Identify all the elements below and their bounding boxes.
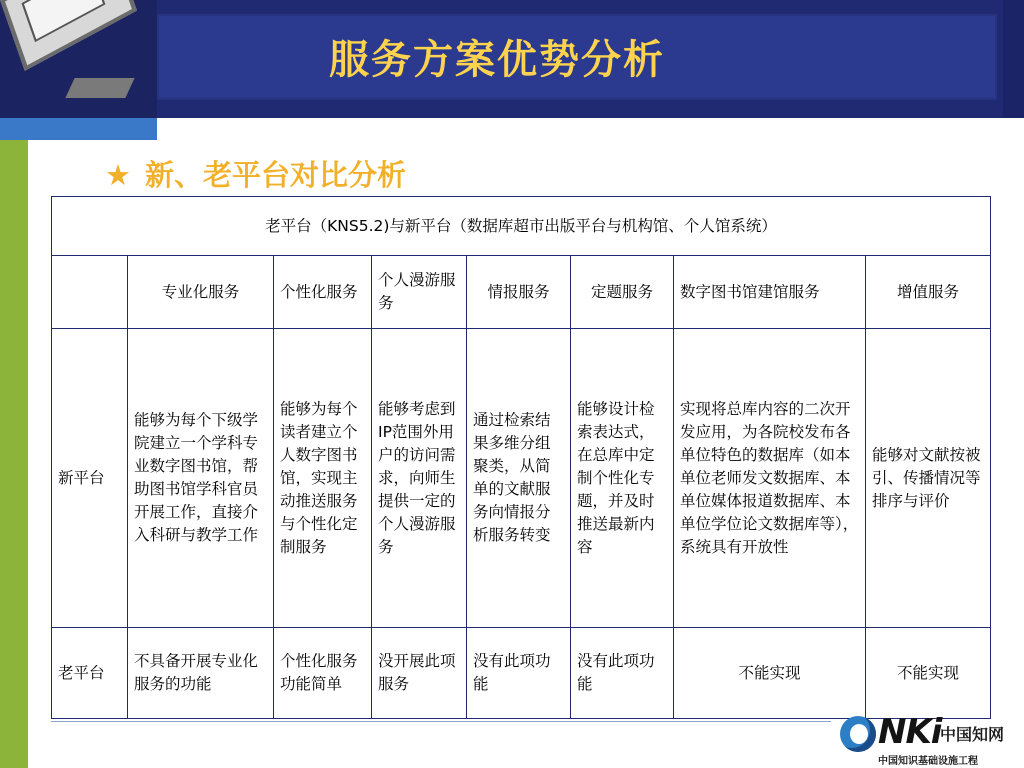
section-heading-text: 新、老平台对比分析 [145, 158, 407, 192]
page-title: 服务方案优势分析 [329, 37, 665, 83]
table-cell: 能够对文献按被引、传播情况等排序与评价 [866, 329, 991, 628]
row-label-old-platform: 老平台 [52, 628, 128, 719]
table-caption: 老平台（KNS5.2)与新平台（数据库超市出版平台与机构馆、个人馆系统） [52, 197, 991, 256]
footer-divider [51, 721, 831, 722]
cnki-logo [838, 714, 1006, 766]
table-cell: 不能实现 [866, 628, 991, 719]
monitor-base [65, 78, 134, 98]
table-row [52, 628, 991, 719]
table-cell: 实现将总库内容的二次开发应用，为各院校发布各单位特色的数据库（如本单位老师发文数据库、本单位媒体报道数据库、本单位学位论文数据库等），系统具有开放性 [674, 329, 866, 628]
column-header-personalized: 个性化服务 [274, 256, 372, 329]
table-cell: 不能实现 [674, 628, 866, 719]
star-icon: ★ [105, 158, 131, 192]
table-cell: 不具备开展专业化服务的功能 [128, 628, 274, 719]
logo-mark [838, 714, 1006, 750]
table-cell: 能够设计检索表达式，在总库中定制个性化专题，并及时推送最新内容 [571, 329, 674, 628]
header-edge [1003, 0, 1024, 118]
column-header-topic: 定题服务 [571, 256, 674, 329]
table-cell: 能够为每个读者建立个人数字图书馆，实现主动推送服务与个性化定制服务 [274, 329, 372, 628]
table-cell: 没开展此项服务 [372, 628, 467, 719]
monitor-screen [21, 0, 105, 42]
logo-brand-mark: NKi [878, 712, 942, 752]
globe-icon [840, 716, 876, 752]
table-header-row [52, 256, 991, 329]
table-caption-row [52, 197, 991, 256]
table-row [52, 329, 991, 628]
blue-accent-tab [0, 118, 157, 140]
section-heading [105, 153, 406, 194]
computer-monitor-icon [0, 0, 157, 118]
header-corner-cell [52, 256, 128, 329]
column-header-roaming: 个人漫游服务 [372, 256, 467, 329]
column-header-digital-library: 数字图书馆建馆服务 [674, 256, 866, 329]
row-label-new-platform: 新平台 [52, 329, 128, 628]
table-cell: 能够为每个下级学院建立一个学科专业数字图书馆，帮助图书馆学科官员开展工作，直接介入科研与教学工作 [128, 329, 274, 628]
column-header-intelligence: 情报服务 [467, 256, 571, 329]
logo-tagline: 中国知识基础设施工程 [878, 756, 978, 767]
logo-brand-cn: 中国知网 [940, 725, 1005, 744]
comparison-table [51, 196, 991, 719]
table-cell: 能够考虑到IP范围外用户的访问需求，向师生提供一定的个人漫游服务 [372, 329, 467, 628]
table-cell: 通过检索结果多维分组聚类，从简单的文献服务向情报分析服务转变 [467, 329, 571, 628]
column-header-professional: 专业化服务 [128, 256, 274, 329]
green-accent-bar [0, 140, 28, 768]
monitor-frame [0, 0, 137, 71]
column-header-value-added: 增值服务 [866, 256, 991, 329]
table-cell: 个性化服务功能简单 [274, 628, 372, 719]
table-cell: 没有此项功能 [467, 628, 571, 719]
table-cell: 没有此项功能 [571, 628, 674, 719]
